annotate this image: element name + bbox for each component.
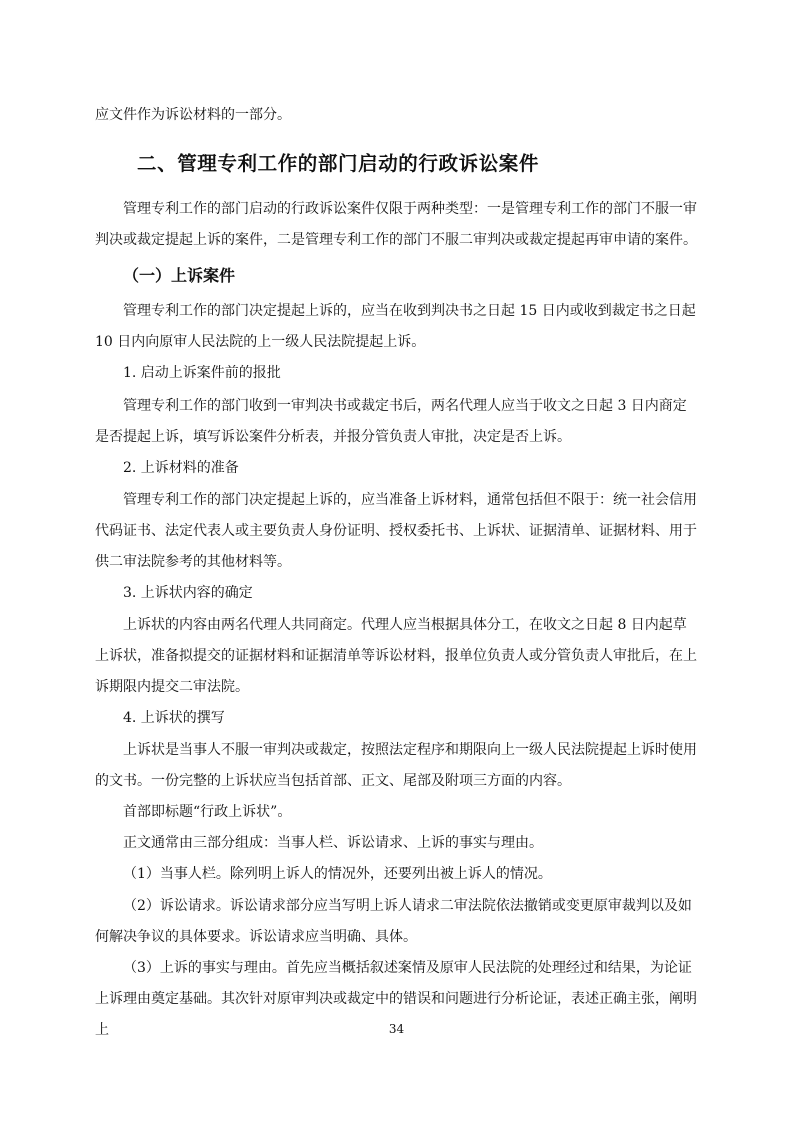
item3-title: 3. 上诉状内容的确定 xyxy=(123,585,253,601)
paragraph-section-intro: 管理专利工作的部门启动的行政诉讼案件仅限于两种类型：一是管理专利工作的部门不服一审判决或裁定提起上诉的案件，二是管理专利工作的部门不服二审判决或裁定提起再审申请的案件。 xyxy=(95,201,697,248)
item2-title: 2. 上诉材料的准备 xyxy=(123,460,239,476)
point-1: （1）当事人栏。除列明上诉人的情况外，还要列出被上诉人的情况。 xyxy=(123,866,552,882)
subsection-heading: （一）上诉案件 xyxy=(123,266,236,285)
page-number: 34 xyxy=(388,1022,405,1036)
item4-body: 上诉状是当事人不服一审判决或裁定，按照法定程序和期限向上一级人民法院提起上诉时使用的文书。一份完整的上诉状应当包括首部、正文、尾部及附项三方面的内容。 xyxy=(95,742,697,789)
item1-body: 管理专利工作的部门收到一审判决书或裁定书后，两名代理人应当于收文之日起 3 日内商定是否提起上诉，填写诉讼案件分析表，并报分管负责人审批，决定是否上诉。 xyxy=(95,398,687,445)
paragraph-body-part: 正文通常由三部分组成：当事人栏、诉讼请求、上诉的事实与理由。 xyxy=(123,835,543,851)
item1-title: 1. 启动上诉案件前的报批 xyxy=(123,365,281,381)
item3-body: 上诉状的内容由两名代理人共同商定。代理人应当根据具体分工，在收文之日起 8 日内起草上诉状，准备拟提交的证据材料和证据清单等诉讼材料，报单位负责人或分管负责人审批后，在上诉期限内提交二审法院。 xyxy=(95,617,697,695)
paragraph-appeal-intro: 管理专利工作的部门决定提起上诉的，应当在收到判决书之日起 15 日内或收到裁定书之日起 10 日内向原审人民法院的上一级人民法院提起上诉。 xyxy=(95,303,696,350)
paragraph-header-part: 首部即标题“行政上诉状”。 xyxy=(123,804,292,820)
paragraph-intro: 应文件作为诉讼材料的一部分。 xyxy=(95,107,291,123)
item4-title: 4. 上诉状的撰写 xyxy=(123,710,225,726)
point-2: （2）诉讼请求。诉讼请求部分应当写明上诉人请求二审法院依法撤销或变更原审裁判以及如何解决争议的具体要求。诉讼请求应当明确、具体。 xyxy=(95,898,692,945)
item2-body: 管理专利工作的部门决定提起上诉的，应当准备上诉材料，通常包括但不限于：统一社会信用代码证书、法定代表人或主要负责人身份证明、授权委托书、上诉状、证据清单、证据材料、用于供二审法院参考的其他材料等。 xyxy=(95,492,697,570)
point-3: （3）上诉的事实与理由。首先应当概括叙述案情及原审人民法院的处理经过和结果，为论证上诉理由奠定基础。其次针对原审判决或裁定中的错误和问题进行分析论证，表述正确主张，阐明上 xyxy=(95,960,697,1038)
section-heading: 二、管理专利工作的部门启动的行政诉讼案件 xyxy=(137,152,540,175)
